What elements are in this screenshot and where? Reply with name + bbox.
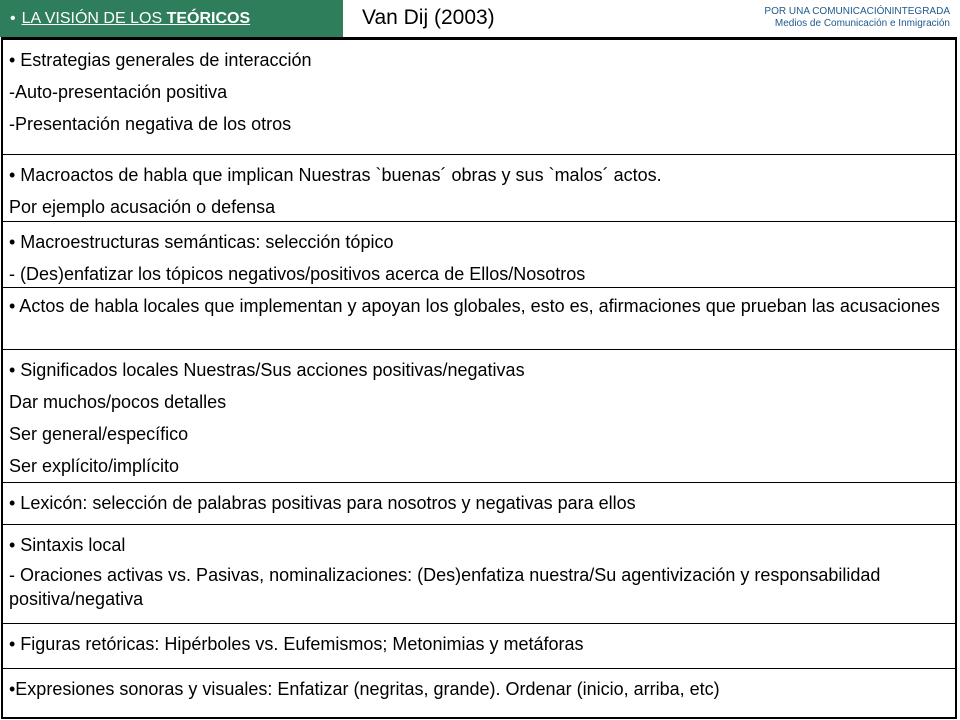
table-row-9	[3, 669, 955, 717]
row-9-line-1: •Expresiones sonoras y visuales: Enfatizar (negritas, grande). Ordenar (inicio, arriba, etc)	[9, 679, 720, 699]
row-5-line-3: Ser general/específico	[9, 424, 189, 444]
row-5-line-1: • Significados locales Nuestras/Sus acciones positivas/negativas	[9, 360, 525, 380]
table-row-3	[3, 222, 955, 288]
row-1-line-1: • Estrategias generales de interacción	[9, 50, 312, 70]
tab-bullet: •	[10, 10, 16, 27]
section-tab	[0, 0, 343, 37]
table-row-4	[3, 288, 955, 350]
content-table	[1, 37, 957, 719]
organization-label	[764, 6, 950, 30]
section-link-bold-text: TEÓRICOS	[166, 10, 251, 27]
row-1-line-3: -Presentación negativa de los otros	[9, 114, 292, 134]
row-3-line-1: • Macroestructuras semánticas: selección tópico	[9, 232, 394, 252]
row-7-line-1: • Sintaxis local	[9, 535, 126, 555]
row-2-line-2: Por ejemplo acusación o defensa	[9, 197, 276, 217]
row-1-line-2: -Auto-presentación positiva	[9, 82, 228, 102]
table-row-2	[3, 155, 955, 222]
row-8-line-1: • Figuras retóricas: Hipérboles vs. Eufemismos; Metonimias y metáforas	[9, 634, 584, 654]
organization-line-1: POR UNA COMUNICACIÓNINTEGRADA	[764, 6, 950, 17]
row-6-line-1: • Lexicón: selección de palabras positivas para nosotros y negativas para ellos	[9, 493, 636, 513]
row-4-line-1: • Actos de habla locales que implementan y apoyan los globales, esto es, afirmaciones que prueban las acusaciones	[9, 296, 940, 316]
row-3-line-2: - (Des)enfatizar los tópicos negativos/positivos acerca de Ellos/Nosotros	[9, 264, 586, 284]
section-link-text: LA VISIÓN DE LOS	[21, 10, 167, 27]
row-5-line-2: Dar muchos/pocos detalles	[9, 392, 227, 412]
organization-line-2: Medios de Comunicación e Inmigración	[774, 18, 950, 29]
table-row-8	[3, 624, 955, 669]
section-link[interactable]	[22, 10, 251, 27]
row-2-line-1: • Macroactos de habla que implican Nuestras `buenas´ obras y sus `malos´ actos.	[9, 165, 662, 185]
row-5-line-4: Ser explícito/implícito	[9, 456, 180, 476]
table-row-1	[3, 40, 955, 155]
table-row-7	[3, 525, 955, 624]
table-row-6	[3, 483, 955, 525]
slide-title: Van Dij (2003)	[362, 6, 495, 29]
table-row-5	[3, 350, 955, 483]
row-7-line-2: - Oraciones activas vs. Pasivas, nominalizaciones: (Des)enfatiza nuestra/Su agentivización y responsabilidad positiva/negativa	[9, 565, 881, 609]
